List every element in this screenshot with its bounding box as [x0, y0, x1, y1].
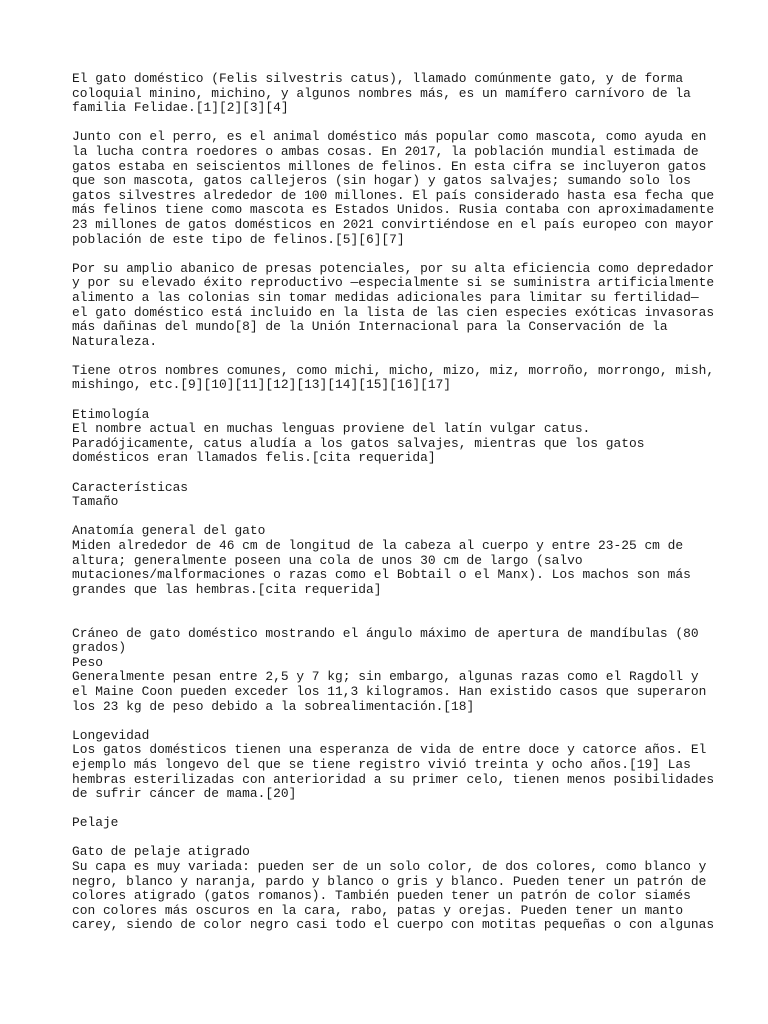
- text-line: El nombre actual en muchas lenguas proviene del latín vulgar catus.: [72, 421, 591, 437]
- text-line: El gato doméstico (Felis silvestris catus), llamado comúnmente gato, y de forma: [72, 71, 684, 86]
- text-line: Tiene otros nombres comunes, como michi, micho, mizo, miz, morroño, morrongo, mish,: [72, 362, 715, 378]
- text-line: más felinos tiene como mascota es Estados Unidos. Rusia contaba con aproximadamente: [72, 202, 715, 218]
- document-page: [72, 71, 715, 933]
- text-line: y por su elevado éxito reproductivo —especialmente si se suministra artificialmente: [72, 275, 715, 291]
- text-line: [72, 597, 712, 612]
- text-line: Los gatos domésticos tienen una esperanza de vida de entre doce y catorce años. El: [72, 742, 707, 758]
- text-line: Longevidad: [72, 727, 150, 743]
- text-line: ejemplo más longevo del que se tiene registro vivió treinta y ocho años.[19] Las: [72, 756, 691, 772]
- text-line: familia Felidae.[1][2][3][4]: [72, 100, 289, 116]
- text-line: Peso: [72, 654, 103, 670]
- text-line: [72, 510, 712, 525]
- text-line: Cráneo de gato doméstico mostrando el ángulo máximo de apertura de mandíbulas (80: [72, 625, 699, 641]
- text-line: hembras esterilizadas con anterioridad a su primer celo, tienen menos posibilidades: [72, 771, 715, 787]
- text-line: mishingo, etc.[9][10][11][12][13][14][15][16][17]: [72, 377, 452, 393]
- text-line: mutaciones/malformaciones o razas como el Bobtail o el Manx). Los machos son más: [72, 567, 691, 583]
- text-line: Junto con el perro, es el animal doméstico más popular como mascota, como ayuda en: [72, 129, 707, 145]
- text-line: Su capa es muy variada: pueden ser de un solo color, de dos colores, como blanco y: [72, 859, 707, 875]
- text-line: Por su amplio abanico de presas potenciales, por su alta eficiencia como depredador: [72, 260, 715, 276]
- text-line: el Maine Coon pueden exceder los 11,3 kilogramos. Han existido casos que superaron: [72, 683, 707, 699]
- text-line: Generalmente pesan entre 2,5 y 7 kg; sin embargo, algunas razas como el Ragdoll y: [72, 669, 699, 685]
- text-line: los 23 kg de peso debido a la sobrealimentación.[18]: [72, 698, 475, 714]
- text-line: coloquial minino, michino, y algunos nombres más, es un mamífero carnívoro de la: [72, 85, 691, 101]
- text-line: más dañinas del mundo[8] de la Unión Internacional para la Conservación de la: [72, 319, 668, 335]
- text-line: Tamaño: [72, 494, 119, 510]
- text-line: 23 millones de gatos domésticos en 2021 convirtiéndose en el país europeo con mayor: [72, 216, 715, 232]
- text-line: Paradójicamente, catus aludía a los gatos salvajes, mientras que los gatos: [72, 435, 645, 451]
- text-line: el gato doméstico está incluido en la lista de las cien especies exóticas invasoras: [72, 304, 715, 320]
- text-line: gatos silvestres alrededor de 100 millones. El país considerado hasta esa fecha que: [72, 187, 715, 203]
- text-line: grados): [72, 640, 127, 656]
- text-line: [72, 116, 712, 131]
- text-line: altura; generalmente poseen una cola de unos 30 cm de largo (salvo: [72, 552, 583, 568]
- text-line: negro, blanco y naranja, pardo y blanco o gris y blanco. Pueden tener un patrón de: [72, 873, 707, 889]
- text-line: Etimología: [72, 406, 150, 422]
- text-line: [72, 393, 712, 408]
- text-line: la lucha contra roedores o ambas cosas. En 2017, la población mundial estimada de: [72, 143, 699, 159]
- text-line: carey, siendo de color negro casi todo el cuerpo con motitas pequeñas o con algunas: [72, 917, 715, 933]
- text-line: alimento a las colonias sin tomar medidas adicionales para limitar su fertilidad—: [72, 289, 699, 305]
- text-line: Anatomía general del gato: [72, 523, 266, 539]
- text-line: gatos estaba en seiscientos millones de felinos. En esta cifra se incluyeron gatos: [72, 158, 707, 174]
- text-line: Miden alrededor de 46 cm de longitud de la cabeza al cuerpo y entre 23-25 cm de: [72, 538, 684, 553]
- text-line: colores atigrado (gatos romanos). También pueden tener un patrón de color siamés: [72, 888, 691, 904]
- text-line: domésticos eran llamados felis.[cita requerida]: [72, 450, 436, 466]
- text-line: Pelaje: [72, 815, 119, 831]
- text-line: [72, 612, 712, 627]
- text-line: que son mascota, gatos callejeros (sin hogar) y gatos salvajes; sumando solo los: [72, 173, 691, 189]
- text-line: de sufrir cáncer de mama.[20]: [72, 786, 297, 802]
- text-line: grandes que las hembras.[cita requerida]: [72, 581, 382, 597]
- text-line: [72, 802, 712, 817]
- text-line: Características: [72, 479, 189, 495]
- text-line: [72, 831, 712, 846]
- text-line: población de este tipo de felinos.[5][6][7]: [72, 231, 405, 247]
- text-line: [72, 466, 712, 481]
- text-line: Naturaleza.: [72, 333, 158, 349]
- text-line: [72, 247, 712, 262]
- text-line: con colores más oscuros en la cara, rabo, patas y orejas. Pueden tener un manto: [72, 902, 684, 918]
- text-line: Gato de pelaje atigrado: [72, 844, 250, 860]
- text-line: [72, 714, 712, 729]
- text-line: [72, 349, 712, 364]
